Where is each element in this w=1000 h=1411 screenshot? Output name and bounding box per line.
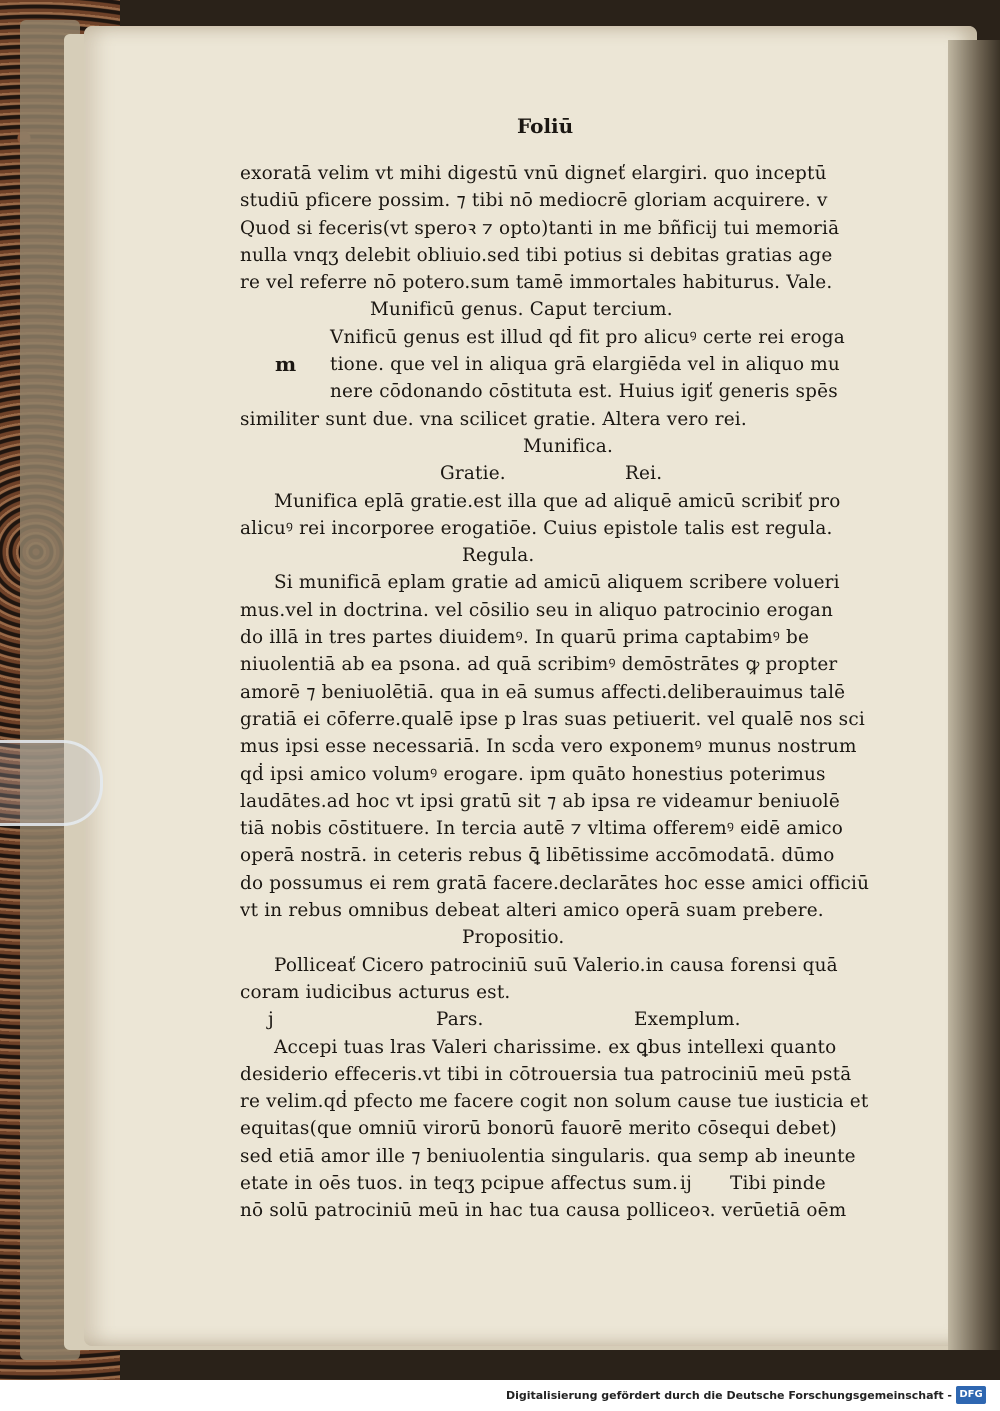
text-line: amorē ⁊ beniuolētiā. qua in eā sumus affecti.deliberauimus talē [240,681,846,703]
text-line: exoratā velim vt mihi digestū vnū digneť elargiri. quo inceptū [240,163,827,184]
text-line: desiderio effeceris.vt tibi in cōtrouersia tua patrociniū meū pstā [240,1063,852,1085]
text-line: nere cōdonando cōstituta est. Huius igiť generis spēs [330,381,838,403]
text-line: re velim.qḋ pfecto me facere cogit non solum cause tue iusticia et [240,1091,869,1113]
pars-label: Pars. [436,1009,484,1031]
book-gutter [948,40,1000,1350]
text-line: similiter sunt due. vna scilicet gratie. Altera vero rei. [240,408,747,430]
initial-guide-letter: m [275,352,297,376]
text-line: Munifica eplā gratie.est illa que ad aliquē amicū scribiť pro [274,490,841,512]
page-clip [0,740,103,826]
text-line: gratiā ei cōferre.qualē ipse p lras suas petiuerit. vel qualē nos sci [240,708,865,730]
text-fragment: Tibi pinde [730,1172,826,1194]
text-line: vt in rebus omnibus debeat alteri amico operā suam prebere. [240,900,824,922]
text-line: Accepi tuas lras Valeri charissime. ex ꝗbus intellexi quanto [274,1036,837,1058]
funding-credit: Digitalisierung gefördert durch die Deutsche Forschungsgemeinschaft - [505,1389,952,1402]
text-line: Si munificā eplam gratie ad amicū aliquem scribere volueri [274,572,840,594]
text-line: niuolentiā ab ea psona. ad quā scribimꝰ demōstrātes ꝙ propter [240,654,838,676]
division-right: Rei. [625,463,663,485]
text-line: operā nostrā. in ceteris rebus ꝗ̄ libētissime accōmodatā. dūmo [240,845,835,867]
text-line: tiā nobis cōstituere. In tercia autē ⁊ vltima offeremꝰ eidē amico [240,818,844,840]
body-text [240,160,870,1225]
text-line: sed etiā amor ille ⁊ beniuolentia singularis. qua semp ab ineunte [240,1145,856,1167]
exemplum-label: Exemplum. [634,1009,741,1031]
text-line: laudātes.ad hoc vt ipsi gratū sit ⁊ ab ipsa re videamur beniuolē [240,790,840,812]
pars-number: j [268,1009,274,1031]
section-heading: Munifica. [523,435,613,457]
text-line: coram iudicibus acturus est. [240,981,511,1003]
text-line: studiū pficere possim. ⁊ tibi nō mediocrē gloriam acquirere. v [240,190,828,212]
pars-row [240,1006,870,1033]
text-line: nulla vnqʒ delebit obliuio.sed tibi potius si debitas gratias age [240,244,833,266]
text-line: re vel referre nō potero.sum tamē immortales habiturus. Vale. [240,272,833,294]
division-row [240,460,870,487]
rule-heading: Regula. [462,545,535,567]
text-line: Quod si feceris(vt speroꝛ ⁊ opto)tanti in me bñficij tui memoriā [240,217,840,239]
text-line: Vnificū genus est illud qḋ fit pro alicuꝰ certe rei eroga [330,326,845,348]
dfg-logo: DFG [956,1386,986,1404]
text-line: etate in oēs tuos. in teqʒ pcipue affectus sum. [240,1172,678,1194]
text-line: Polliceať Cicero patrociniū suū Valerio.in causa forensi quā [274,954,838,976]
text-line: nō solū patrociniū meū in hac tua causa polliceoꝛ. verūetiā oēm [240,1200,847,1222]
division-left: Gratie. [440,463,506,485]
chapter-heading: Munificū genus. Caput tercium. [370,299,673,321]
part-marker: ij [680,1172,692,1194]
text-line-with-marker [240,1170,870,1197]
text-line: mus ipsi esse necessariā. In scḋa vero exponemꝰ munus nostrum [240,736,857,758]
footer-bar [0,1380,1000,1411]
text-line: mus.vel in doctrina. vel cōsilio seu in aliquo patrocinio erogan [240,599,834,621]
text-line: tione. que vel in aliqua grā elargiēda vel in aliquo mu [330,354,840,376]
text-line: qḋ ipsi amico volumꝰ erogare. ipm quāto honestius poterimus [240,763,826,785]
proposition-heading: Propositio. [462,927,565,949]
text-line: do illā in tres partes diuidemꝰ. In quarū prima captabimꝰ be [240,627,810,649]
text-line: equitas(que omniū virorū bonorū fauorē merito cōsequi debet) [240,1118,837,1140]
text-line: do possumus ei rem gratā facere.declarātes hoc esse amici officiū [240,872,870,894]
folio-heading: Foliū [517,114,574,138]
text-line: alicuꝰ rei incorporee erogatiōe. Cuius epistole talis est regula. [240,517,833,539]
